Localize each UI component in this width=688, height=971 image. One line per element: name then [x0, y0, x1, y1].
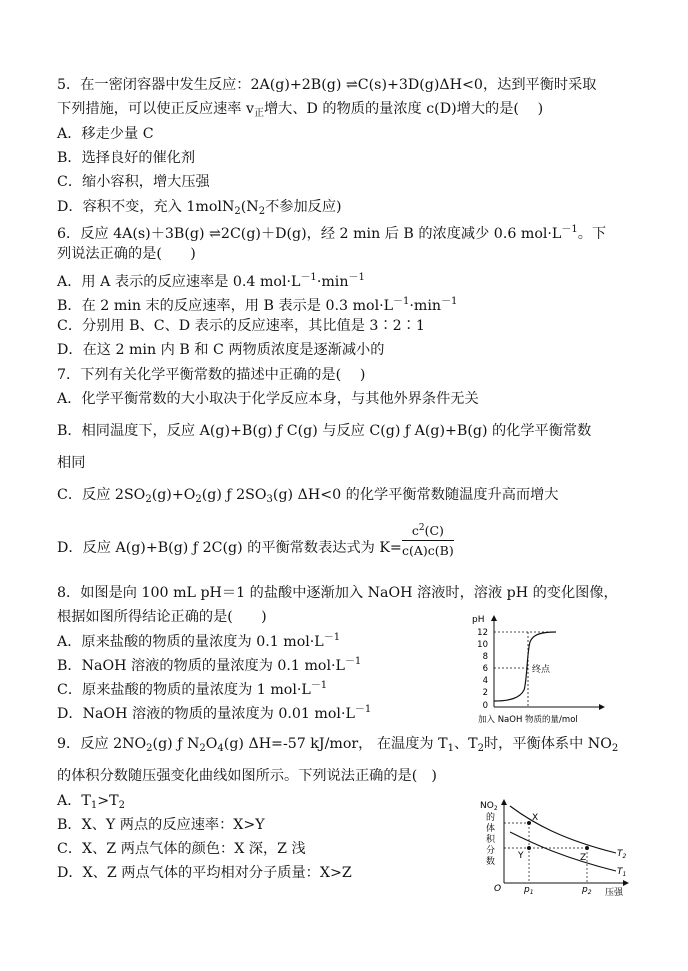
- point-z-label: Z: [580, 853, 587, 863]
- q9-stem-line1: 9．反应 $2NO_2(g)$ ƒ $N_2O_4(g)$ ΔH=-57 kJ/mor， 在温度为 $T_1$、$T_2$时，平衡体系中 $NO_2$: [57, 736, 619, 754]
- q8-stem-line1: 8．如图是向 100 mL pH＝1 的盐酸中逐渐加入 NaOH 溶液时，溶液 pH 的变化图像，: [57, 585, 618, 601]
- q7-stem: 7．下列有关化学平衡常数的描述中正确的是( ): [57, 367, 366, 383]
- point-z: [585, 846, 589, 850]
- point-x-label: X: [532, 813, 539, 823]
- q6-stem-line2: 列说法正确的是( ): [57, 246, 196, 262]
- y-axis-label-char: 积: [486, 835, 496, 845]
- q6-option-d: D．在这 2 min 内 B 和 C 两物质浓度是逐渐减小的: [57, 342, 385, 358]
- q7-option-a: A．化学平衡常数的大小取决于化学反应本身，与其他外界条件无关: [57, 391, 479, 407]
- q5-option-b: B．选择良好的催化剂: [57, 150, 196, 166]
- q8-option-b: B．NaOH 溶液的物质的量浓度为 0.1 $mol\cdot L^{-1}$: [57, 656, 362, 674]
- x-axis-label: 加入 NaOH 物质的量/mol: [478, 715, 578, 724]
- q5-stem-line2: 下列措施，可以使正反应速率 $v_正$增大、D 的物质的量浓度 c(D)增大的是( ): [57, 101, 544, 119]
- y-tick-12: 12: [477, 628, 488, 638]
- y-tick-2: 2: [482, 688, 488, 698]
- y-axis-label-char: 体: [486, 824, 496, 834]
- q6-option-b: B．在 2 min 末的反应速率，用 B 表示是 0.3 $mol\cdot L^{-1}\cdot\min^{-1}$: [57, 296, 458, 314]
- point-x: [527, 821, 531, 825]
- y-tick-10: 10: [477, 640, 488, 650]
- point-y-label: Y: [518, 851, 524, 861]
- q6-option-a: A．用 A 表示的反应速率是 0.4 $mol\cdot L^{-1}\cdot\min^{-1}$: [57, 272, 365, 290]
- q9-option-c: C．X、Z 两点气体的颜色：X 深，Z 浅: [57, 841, 306, 857]
- t2-label: $T_2$: [617, 849, 627, 860]
- endpoint-label: 终点: [532, 665, 551, 675]
- q9-option-d: D．X、Z 两点气体的平均相对分子质量：X>Z: [57, 865, 352, 881]
- y-tick-4: 4: [482, 676, 488, 686]
- q5-stem-line1: 5．在一密闭容器中发生反应：2A(g)+2B(g) ⇌C(s)+3D(g)ΔH<0，达到平衡时采取: [57, 77, 597, 93]
- q5-option-a: A．移走少量 C: [57, 126, 154, 142]
- p1-label: $p_1$: [524, 885, 534, 896]
- y-axis-label-no2: $NO_2$: [480, 801, 498, 812]
- origin-label: O: [494, 884, 502, 894]
- pressure-axis-label: 压强: [605, 888, 624, 896]
- p2-label: $p_2$: [582, 885, 592, 896]
- y-tick-8: 8: [482, 652, 488, 662]
- q6-stem-line1: 6．反应 4A(s)＋3B(g) ⇌2C(g)＋D(g)，经 2 min 后 B 的浓度减少 0.6 $mol\cdot L^{-1}$。下: [57, 224, 607, 242]
- point-y: [527, 846, 531, 850]
- q7-option-c: C．反应 $2SO_2(g)+O_2(g)$ ƒ $2SO_3(g)$ ΔH<0 的化学平衡常数随温度升高而增大: [57, 487, 559, 505]
- fraction-numerator: $c^2(C)$: [402, 523, 454, 541]
- y-axis-label-char: 分: [486, 846, 496, 856]
- q9-option-b: B．X、Y 两点的反应速率：X>Y: [57, 817, 265, 833]
- no2-volume-fraction-graph: [474, 798, 634, 896]
- titration-ph-graph: [470, 612, 610, 724]
- equilibrium-constant-fraction: [402, 523, 454, 558]
- y-tick-0: 0: [482, 701, 488, 711]
- q7-option-b-line1: B．相同温度下，反应 A(g)+B(g) ƒ C(g) 与反应 C(g) ƒ A(g)+B(g) 的化学平衡常数: [57, 423, 592, 439]
- q6-option-c: C．分别用 B、C、D 表示的反应速率，其比值是 3∶2∶1: [57, 318, 425, 334]
- q7-option-b-line2: 相同: [57, 455, 86, 471]
- curve-t1: [510, 832, 616, 871]
- q5-option-d: D．容积不变，充入 $1molN_2(N_2$不参加反应): [57, 199, 342, 217]
- fraction-denominator: c(A)c(B): [402, 543, 454, 558]
- curve-t2: [510, 806, 616, 853]
- q9-stem-line2: 的体积分数随压强变化曲线如图所示。下列说法正确的是( ): [57, 768, 437, 784]
- t1-label: $T_1$: [617, 867, 627, 878]
- q5-option-c: C．缩小容积，增大压强: [57, 174, 210, 190]
- q8-option-c: C．原来盐酸的物质的量浓度为 1 $mol\cdot L^{-1}$: [57, 680, 328, 698]
- q8-option-d: D．NaOH 溶液的物质的量浓度为 0.01 $mol\cdot L^{-1}$: [57, 704, 372, 722]
- q9-option-a: A．$T_1>T_2$: [57, 793, 126, 811]
- y-axis-label-char: 的: [486, 813, 496, 823]
- q7-option-d: D．反应 A(g)+B(g) ƒ 2C(g) 的平衡常数表达式为 K=: [57, 540, 402, 556]
- q8-stem-line2: 根据如图所得结论正确的是( ): [57, 609, 267, 625]
- y-axis-label-char: 数: [486, 857, 496, 867]
- q8-option-a: A．原来盐酸的物质的量浓度为 0.1 $mol\cdot L^{-1}$: [57, 632, 341, 650]
- y-tick-6: 6: [482, 664, 488, 674]
- y-axis-label: pH: [472, 615, 485, 625]
